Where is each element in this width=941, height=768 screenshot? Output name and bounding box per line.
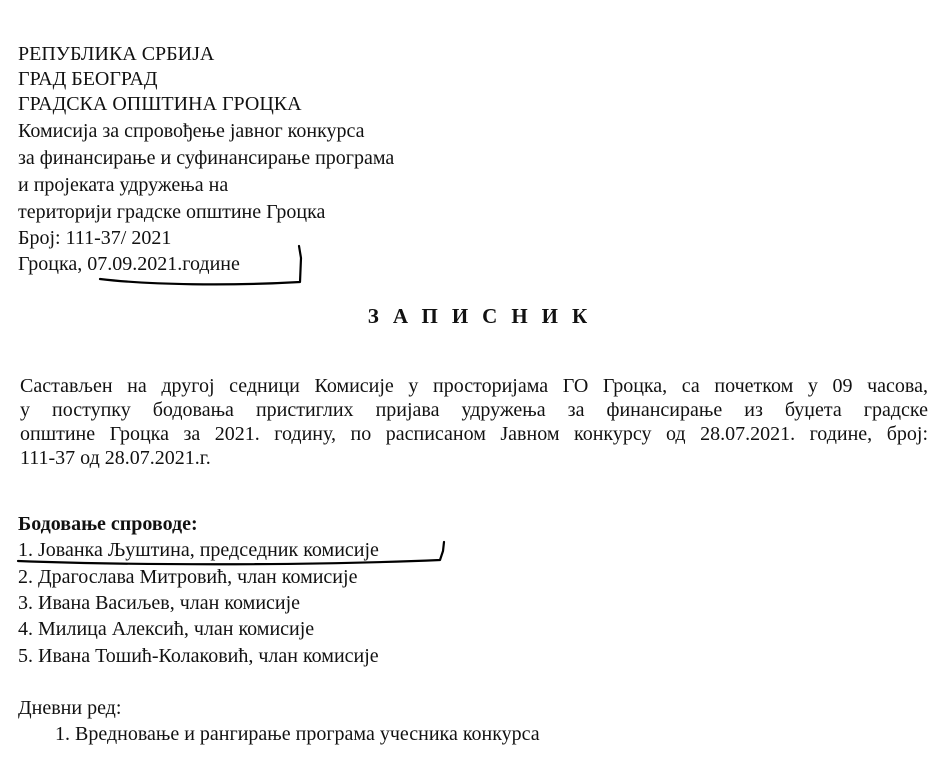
header-line-country: РЕПУБЛИКА СРБИЈА: [18, 43, 215, 65]
agenda-item: 1. Вредновање и рангирање програма учесника конкурса: [55, 723, 540, 745]
committee-member: 5. Ивана Тошић-Колаковић, члан комисије: [18, 645, 379, 667]
header-line-purpose: за финансирање и суфинансирање програма: [18, 147, 395, 169]
committee-heading: Бодовање спроводе:: [18, 513, 198, 535]
date-underline-mark: [100, 246, 301, 284]
header-line-territory: територији градске општине Гроцка: [18, 201, 326, 223]
intro-line: Састављен на другој седници Комисије у просторијама ГО Гроцка, са почетком у 09 часова,: [20, 375, 928, 397]
intro-line: 111-37 од 28.07.2021.г.: [20, 447, 211, 469]
document-number: Број: 111-37/ 2021: [18, 227, 172, 249]
page-title: ЗАПИСНИК: [367, 304, 602, 328]
header-line-projects: и пројеката удружења на: [18, 174, 229, 196]
committee-member: 4. Милица Алексић, члан комисије: [18, 618, 315, 640]
header-line-municipality: ГРАДСКА ОПШТИНА ГРОЦКА: [18, 93, 302, 115]
agenda-heading: Дневни ред:: [18, 697, 122, 719]
document-place-date: Гроцка, 07.09.2021.године: [18, 253, 240, 275]
committee-member: 3. Ивана Васиљев, члан комисије: [18, 592, 301, 614]
chair-underline-mark: [18, 542, 444, 564]
header-line-city: ГРАД БЕОГРАД: [18, 68, 158, 90]
header-line-commission: Комисија за спровођење јавног конкурса: [18, 120, 365, 142]
intro-line: општине Гроцка за 2021. годину, по расписаном Јавном конкурсу од 28.07.2021. године, број:: [20, 423, 928, 445]
committee-member: 1. Јованка Љуштина, председник комисије: [18, 539, 379, 561]
intro-line: у поступку бодовања пристиглих пријава удружења за финансирање из буџета градске: [20, 399, 928, 421]
committee-member: 2. Драгослава Митровић, члан комисије: [18, 566, 358, 588]
